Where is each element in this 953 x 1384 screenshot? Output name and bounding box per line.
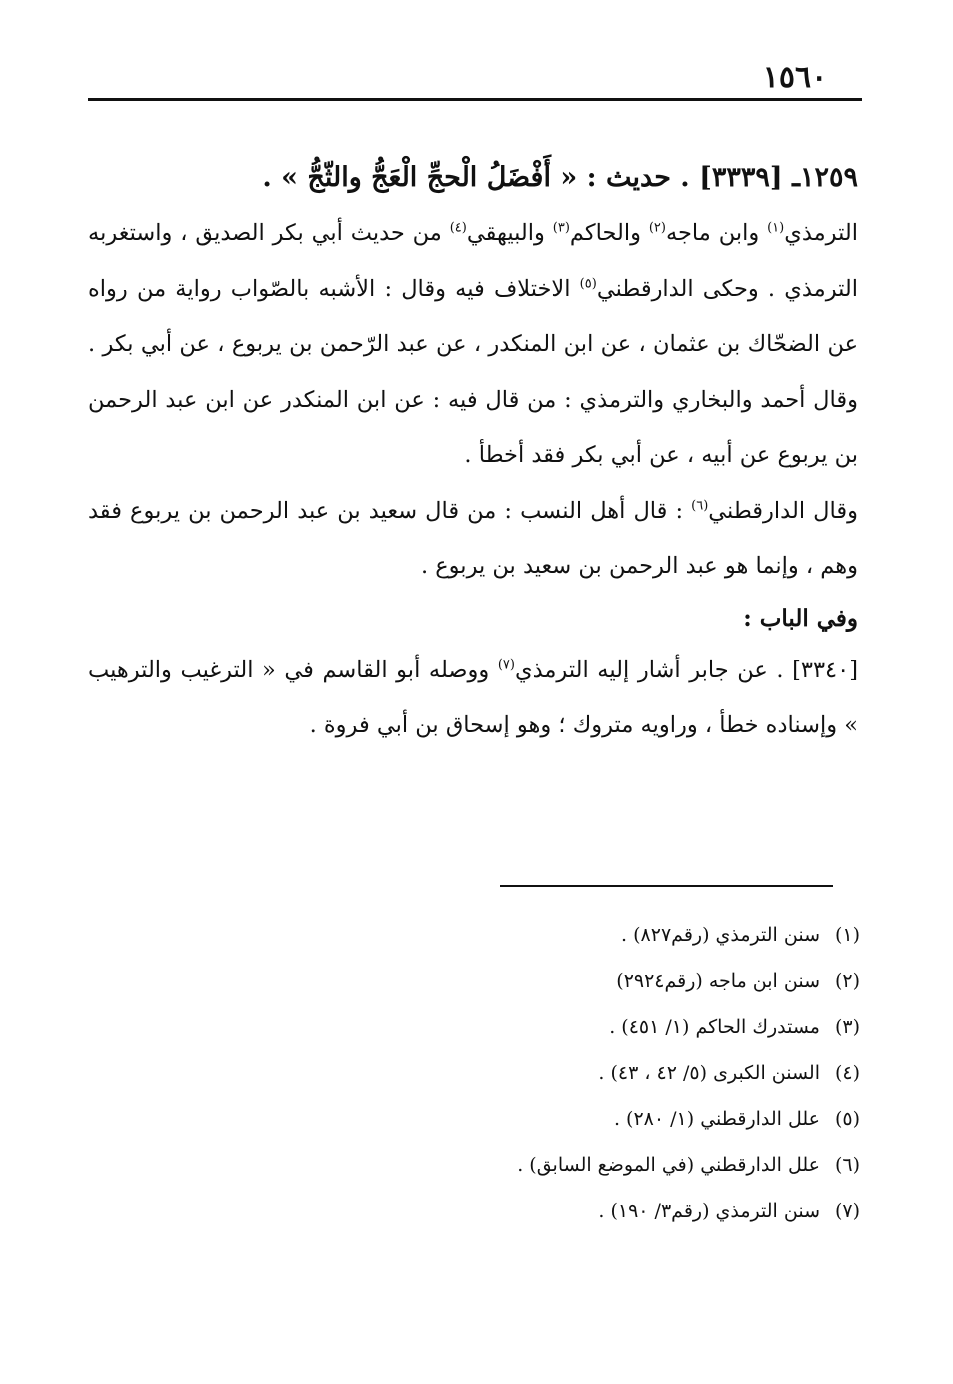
footnote-text: سنن الترمذي (رقم٨٢٧) . (621, 924, 820, 946)
footnote-text: علل الدارقطني (١/ ٢٨٠) . (613, 1108, 820, 1130)
footnote-2 (300, 958, 860, 1004)
segment-text: [٣٣٤٠] . عن جابر أشار إليه الترمذي (514, 656, 858, 683)
footnote-number: (٥) (834, 1108, 860, 1130)
segment-text: الاختلاف فيه وقال : الأشبه بالصّواب رواية من رواه عن الضحّاك بن عثمان ، عن ابن المنكدر ، عن عبد الرّحمن بن يربوع ، عن أبي بكر . وقال أحمد والبخاري والترمذي : من قال فيه : عن ابن المنكدر عن ابن عبد الرحمن بن يربوع عن أبيه ، عن أبي بكر فقد أخطأ . (88, 275, 858, 468)
paragraph-3 (88, 643, 858, 754)
segment-text: : قال أهل النسب : من قال سعيد بن عبد الرحمن بن يربوع فقد وهم ، وإنما هو عبد الرحمن بن سعيد بن يربوع . (88, 497, 858, 579)
footnote-1 (300, 912, 860, 958)
paragraph-2 (88, 484, 858, 595)
footnote-number: (٦) (834, 1154, 860, 1176)
footnote-separator (500, 885, 833, 887)
page-number: ١٥٦٠ (762, 60, 828, 95)
footnote-ref: (٣) (552, 220, 570, 236)
segment-text: والبيهقي (466, 220, 553, 246)
footnote-ref: (١) (767, 220, 785, 236)
segment-text: والحاكم (569, 220, 649, 246)
segment-text: وابن ماجه (665, 220, 768, 246)
footnote-ref: (٤) (449, 220, 467, 236)
footnote-3 (300, 1004, 860, 1050)
footnote-text: علل الدارقطني (في الموضع السابق) . (517, 1154, 820, 1176)
footnote-4 (300, 1050, 860, 1096)
segment-text: وقال الدارقطني (708, 497, 858, 524)
footnote-number: (٢) (834, 970, 860, 992)
footnote-text: سنن الترمذي (رقم٣/ ١٩٠) . (598, 1200, 820, 1222)
footnote-ref: (٧) (497, 657, 515, 672)
footnote-number: (٤) (834, 1062, 860, 1084)
footnote-text: السنن الكبرى (٥/ ٤٢ ، ٤٣) . (598, 1062, 820, 1084)
paragraph-1 (88, 206, 858, 484)
footnote-6 (300, 1142, 860, 1188)
footnote-5 (300, 1096, 860, 1142)
footnote-ref: (٢) (648, 220, 666, 236)
segment-text: الترمذي (784, 220, 858, 246)
footnote-7 (300, 1188, 860, 1234)
header-rule (88, 98, 862, 101)
segment-text: من حديث أبي بكر الصديق ، واستغربه الترمذي . وحكى الدارقطني (88, 220, 859, 302)
footnote-ref: (٥) (579, 276, 597, 291)
section-subheading: وفي الباب : (743, 604, 858, 632)
footnote-text: مستدرك الحاكم (١/ ٤٥١) . (609, 1016, 820, 1038)
main-text (88, 150, 858, 754)
footnote-number: (٧) (834, 1200, 860, 1222)
footnote-text: سنن ابن ماجه (رقم٢٩٢٤) (616, 970, 820, 992)
hadith-heading: ١٢٥٩ـ [٣٣٣٩] . حديث : « أَفْضَلُ الْحجِّ الْعَجُّ والثّجُّ » . (262, 162, 858, 193)
footnotes (300, 912, 860, 1234)
footnote-number: (٣) (834, 1016, 860, 1038)
footnote-number: (١) (834, 924, 860, 946)
segment-text: ووصله أبو القاسم في « الترغيب والترهيب » وإسناده خطأ ، وراويه متروك ؛ وهو إسحاق بن أبي فروة . (88, 656, 858, 738)
footnote-ref: (٦) (691, 498, 709, 513)
